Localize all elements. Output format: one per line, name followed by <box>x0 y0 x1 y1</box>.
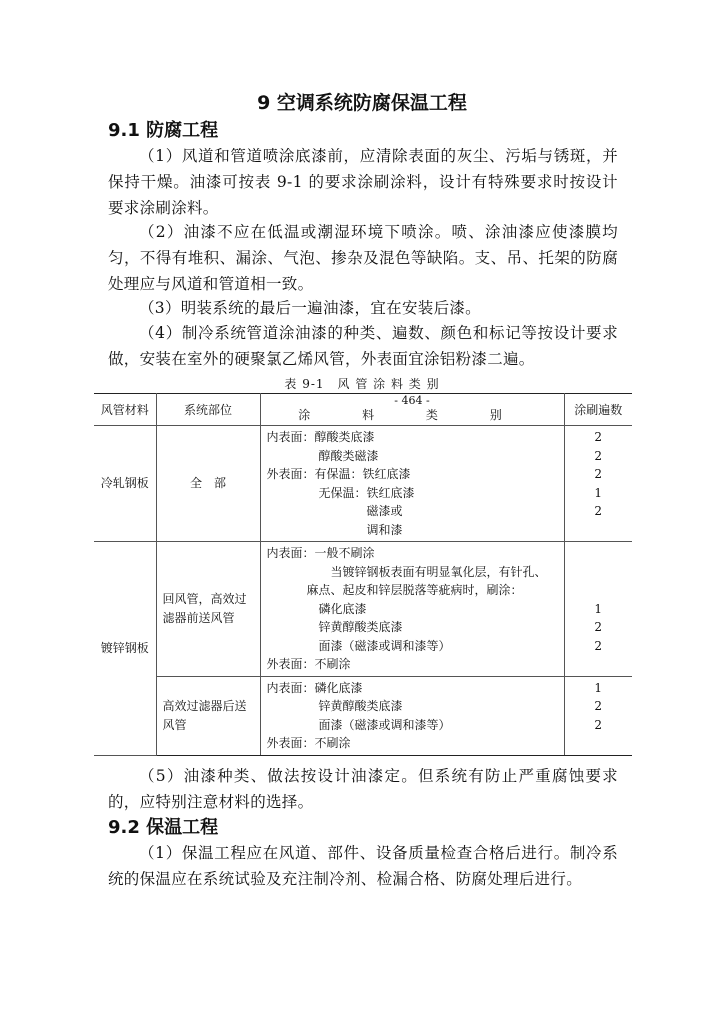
table-header-row <box>94 394 632 426</box>
table-caption: 表 9-1 风 管 涂 料 类 别 <box>284 377 440 391</box>
count-return-duct: 1 2 2 <box>564 542 632 677</box>
coating-return-duct: 内表面：一般不刷涂 当镀锌钢板表面有明显氧化层，有针孔、 麻点、起皮和锌层脱落等疵病时，刷涂： 磷化底漆 锌黄醇酸类底漆 面漆（磁漆或调和漆等） 外表面：不刷涂 <box>260 542 564 677</box>
header-part: 系统部位 <box>156 394 260 426</box>
header-coating <box>260 394 564 426</box>
paragraph-3: （3）明装系统的最后一遍油漆，宜在安装后漆。 <box>139 299 481 317</box>
coating-table <box>94 393 632 756</box>
coating-supply-duct: 内表面：磷化底漆 锌黄醇酸类底漆 面漆（磁漆或调和漆等） 外表面：不刷涂 <box>260 676 564 755</box>
header-count: 涂刷遍数 <box>564 394 632 426</box>
table-row <box>94 426 632 542</box>
table-row <box>94 542 632 677</box>
part-all: 全 部 <box>156 426 260 542</box>
section-heading-anticorrosion: 9.1 防腐工程 <box>108 120 219 141</box>
count-cold-rolled: 2 2 2 1 2 <box>564 426 632 542</box>
table-row <box>94 676 632 755</box>
paragraph-2: （2）油漆不应在低温或潮湿环境下喷涂。喷、涂油漆应使漆膜均匀，不得有堆积、漏涂、气泡、掺杂及混色等缺陷。支、吊、托架的防腐处理应与风道和管道相一致。 <box>108 223 618 293</box>
paragraph-4: （4）制冷系统管道涂油漆的种类、遍数、颜色和标记等按设计要求做，安装在室外的硬聚氯乙烯风管，外表面宜涂铝粉漆二遍。 <box>108 324 618 368</box>
count-supply-duct: 1 2 2 <box>564 676 632 755</box>
coating-cold-rolled: 内表面：醇酸类底漆 醇酸类磁漆 外表面：有保温：铁红底漆 无保温：铁红底漆 磁漆或 调和漆 <box>260 426 564 542</box>
chapter-title: 9 空调系统防腐保温工程 <box>257 92 467 114</box>
paragraph-5: （5）油漆种类、做法按设计油漆定。但系统有防止严重腐蚀要求的，应特别注意材料的选择。 <box>108 767 618 811</box>
part-supply-duct: 高效过滤器后送风管 <box>156 676 260 755</box>
section-heading-insulation: 9.2 保温工程 <box>108 817 219 838</box>
page-number: - 464 - <box>394 394 430 407</box>
part-return-duct: 回风管，高效过滤器前送风管 <box>156 542 260 677</box>
paragraph-6: （1）保温工程应在风道、部件、设备质量检查合格后进行。制冷系统的保温应在系统试验及充注制冷剂、检漏合格、防腐处理后进行。 <box>108 844 618 888</box>
header-coating-label: 涂 料 类 别 <box>298 408 526 422</box>
header-material: 风管材料 <box>94 394 156 426</box>
material-cold-rolled: 冷轧钢板 <box>94 426 156 542</box>
material-galvanized: 镀锌钢板 <box>94 542 156 756</box>
paragraph-1: （1）风道和管道喷涂底漆前，应清除表面的灰尘、污垢与锈斑，并保持干燥。油漆可按表 9-1 的要求涂刷涂料，设计有特殊要求时按设计要求涂刷涂料。 <box>108 147 618 217</box>
